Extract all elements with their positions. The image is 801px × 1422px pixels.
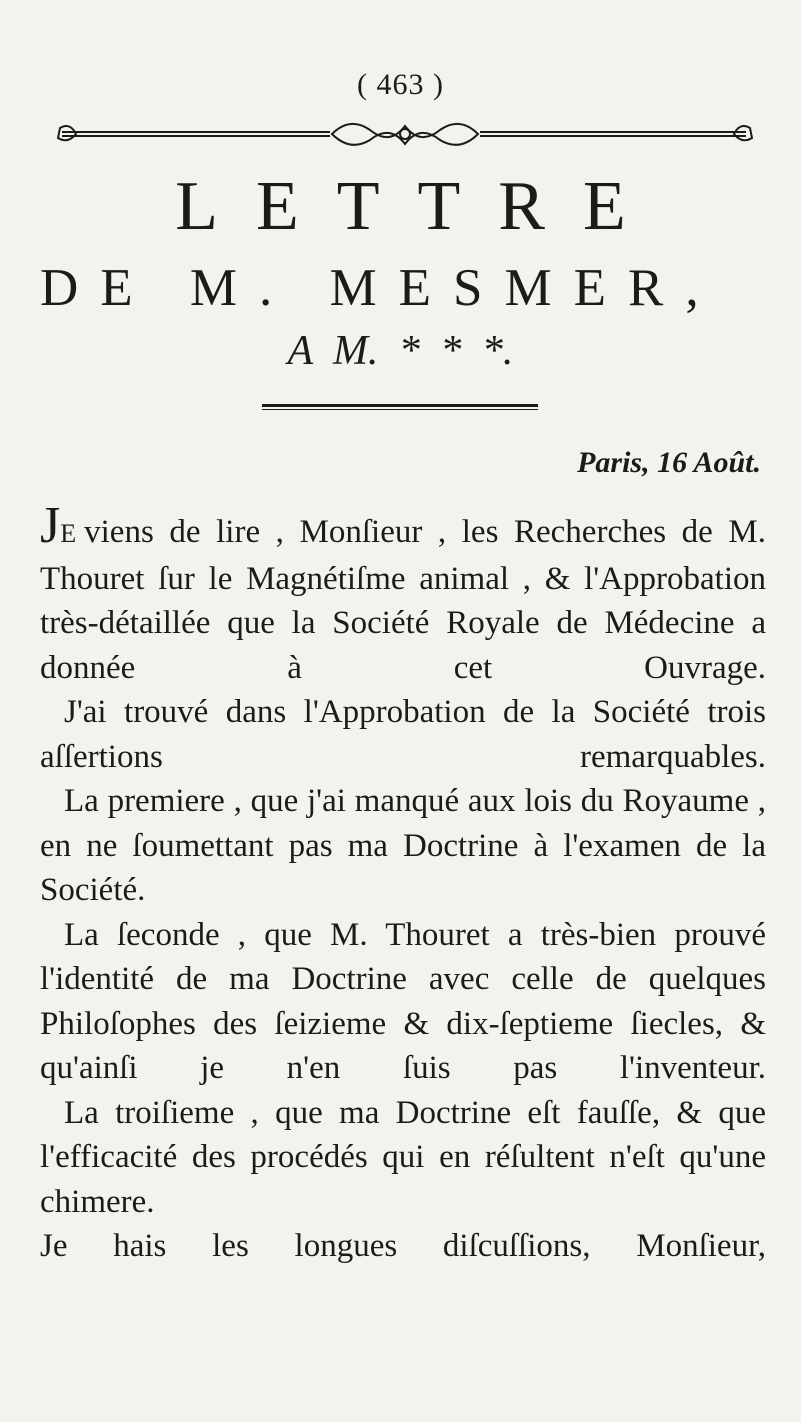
drop-cap: J	[40, 497, 61, 554]
opening-paragraph	[40, 497, 766, 690]
letter-subtitle: DE M. MESMER,	[40, 259, 721, 317]
paragraph: J'ai trouvé dans l'Approbation de la Société trois aſſertions remarquables.	[40, 694, 766, 775]
closing-line: Je hais les longues diſcuſſions, Monſieur,	[40, 1228, 766, 1264]
section-rule	[262, 404, 538, 410]
small-cap: E	[60, 519, 77, 548]
page-number: ( 463 )	[357, 68, 444, 101]
paragraph: La ſeconde , que M. Thouret a très-bien prouvé l'identité de ma Doctrine avec celle de quelques Philoſophes des ſeizieme & dix-ſeptieme ſiecles, & qu'ainſi je n'en ſuis pas l'inventeur.	[40, 916, 766, 1086]
letter-body	[40, 497, 766, 1269]
letter-title: LETTRE	[175, 168, 664, 245]
opening-text: viens de lire , Monſieur , les Recherches de M. Thouret ſur le Magnétiſme animal , & l'Approbation très-détaillée que la Société Royale de Médecine a donnée à cet Ouvrage.	[40, 514, 766, 686]
paragraph: La troiſieme , que ma Doctrine eſt fauſſe, & que l'efficacité des procédés qui en réſultent n'eſt qu'une chimere.	[40, 1094, 766, 1220]
dateline: Paris, 16 Août.	[577, 446, 761, 479]
paragraph: La premiere , que j'ai manqué aux lois du Royaume , en ne ſoumettant pas ma Doctrine à l'examen de la Société.	[40, 783, 766, 908]
addressee: A M. * * *.	[287, 328, 514, 374]
ornament-rule	[40, 112, 770, 152]
